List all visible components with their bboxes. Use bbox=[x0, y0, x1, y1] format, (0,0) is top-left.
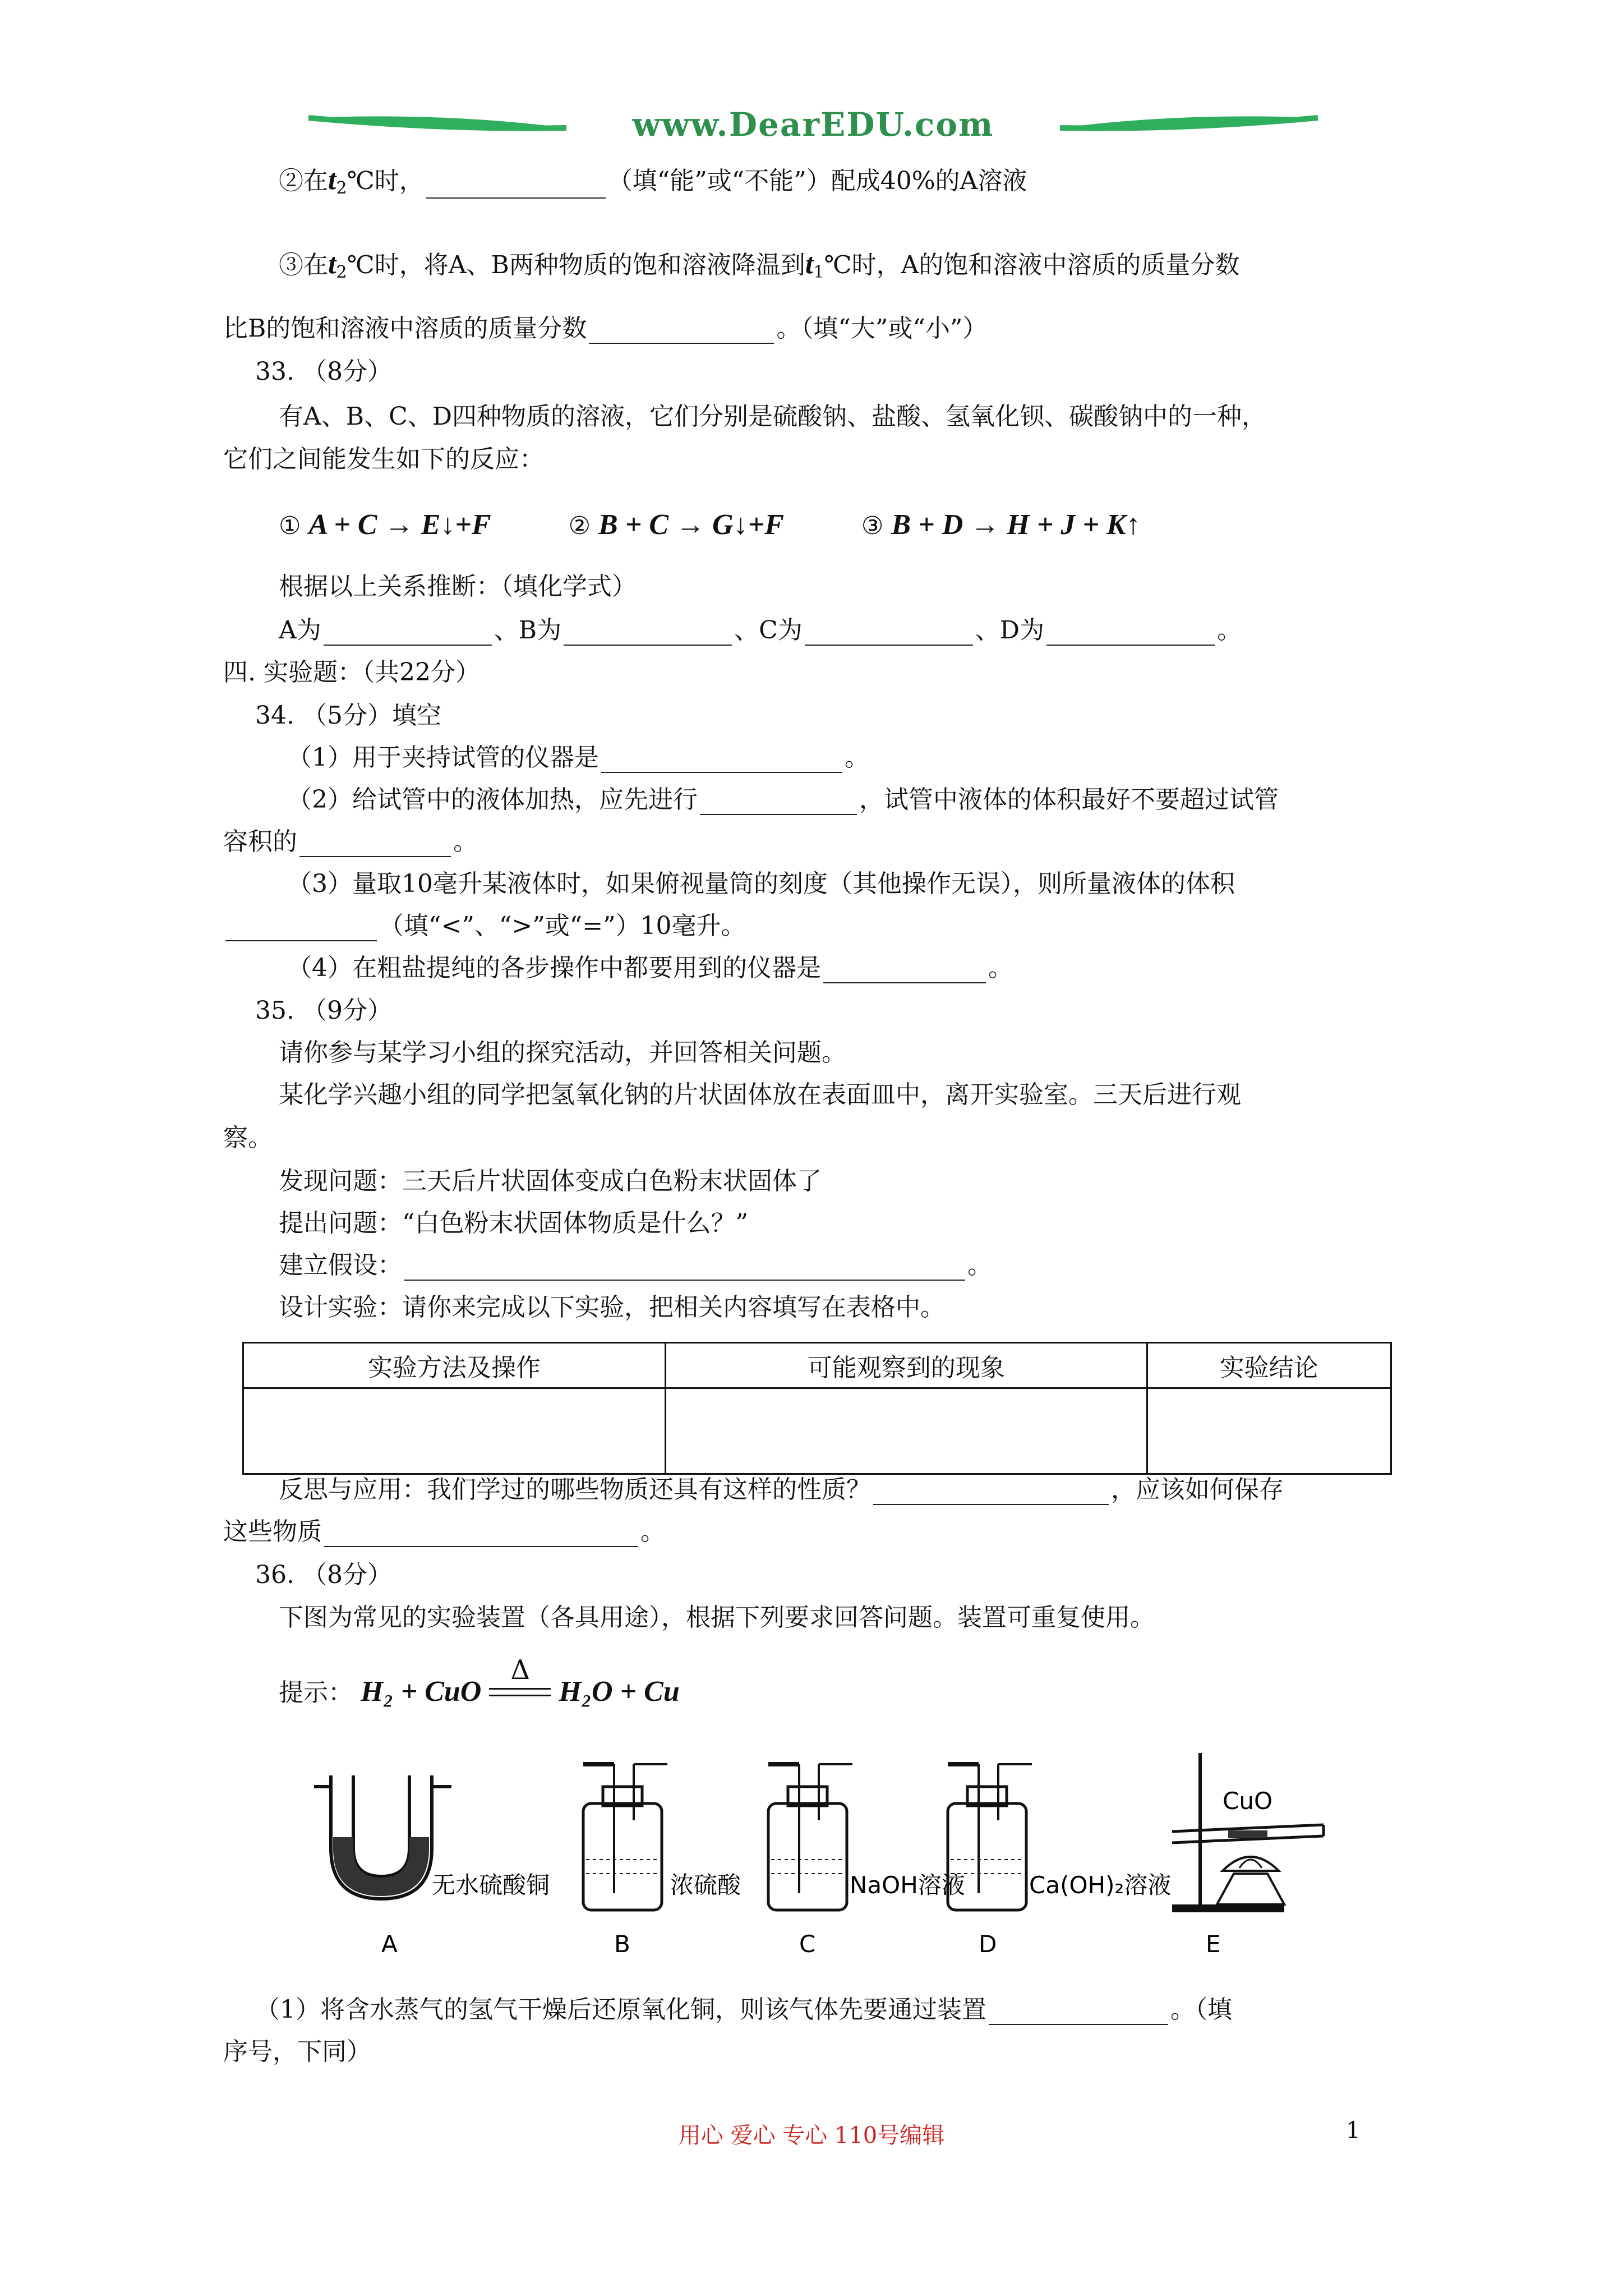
q34-s2-blank2[interactable] bbox=[299, 834, 451, 857]
q35-story2: 察。 bbox=[223, 1124, 273, 1152]
q34-s4-pre: （4）在粗盐提纯的各步操作中都要用到的仪器是 bbox=[287, 954, 821, 982]
q33-text1: 有A、B、C、D四种物质的溶液，它们分别是硫酸钠、盐酸、氢氧化钡、碳酸钠中的一种， bbox=[279, 402, 1267, 431]
q35-hypo-blank[interactable] bbox=[404, 1257, 965, 1281]
q34-s4-post: 。 bbox=[988, 954, 1013, 982]
experiment-table bbox=[242, 1342, 1392, 1475]
q34-s4 bbox=[287, 954, 1013, 983]
q34-s3: （3）量取10毫升某液体时，如果俯视量筒的刻度（其他操作无误），则所量液体的体积 bbox=[287, 869, 1235, 898]
reaction2-equation: B + C → G↓+F bbox=[598, 509, 784, 541]
q33-heading: 33. （8分） bbox=[255, 357, 392, 386]
apparatus-diagram bbox=[314, 1753, 1408, 1961]
q35-hypo-pre: 建立假设： bbox=[279, 1251, 402, 1280]
label-naoh-solution: NaOH溶液 bbox=[850, 1871, 965, 1899]
t1-subscript: 1 bbox=[813, 263, 824, 282]
label-anhydrous-copper-sulfate: 无水硫酸铜 bbox=[432, 1871, 550, 1899]
q34-s2-mid: ，试管中液体的体积最好不要超过试管 bbox=[859, 785, 1279, 814]
apparatus-c-bottle bbox=[768, 1764, 852, 1910]
q32-item2-post: （填“能”或“不能”）配成40%的A溶液 bbox=[607, 167, 1027, 195]
q32-item3-line2-pre: 比B的饱和溶液中溶质的质量分数 bbox=[223, 314, 587, 343]
q33-text2: 它们之间能发生如下的反应： bbox=[223, 445, 544, 473]
hint-label: 提示： bbox=[279, 1678, 353, 1707]
answer-end: 。 bbox=[1217, 616, 1242, 645]
answer-a-label: A为 bbox=[279, 616, 321, 645]
page-footer: 用心 爱心 专心 110号编辑 bbox=[678, 2123, 945, 2148]
section4-title: 四. 实验题：（共22分） bbox=[223, 658, 480, 687]
q34-s1 bbox=[287, 743, 869, 773]
q35-intro: 请你参与某学习小组的探究活动，并回答相关问题。 bbox=[279, 1038, 846, 1067]
t2-symbol: t bbox=[328, 248, 336, 280]
q33-answers bbox=[279, 616, 1242, 646]
q35-reflect-line2-pre: 这些物质 bbox=[223, 1517, 322, 1546]
site-header-banner bbox=[303, 101, 1324, 151]
q36-intro: 下图为常见的实验装置（各具用途），根据下列要求回答问题。装置可重复使用。 bbox=[279, 1603, 1155, 1632]
q33-reactions bbox=[279, 508, 1141, 542]
q34-heading: 34. （5分）填空 bbox=[255, 701, 441, 730]
q35-reflect-mid: ，应该如何保存 bbox=[1111, 1475, 1284, 1504]
answer-c-label: 、C为 bbox=[734, 616, 803, 645]
q36-s1-blank[interactable] bbox=[989, 2001, 1168, 2025]
q32-item3 bbox=[279, 247, 1239, 283]
q35-story1: 某化学兴趣小组的同学把氢氧化钠的片状固体放在表面皿中，离开实验室。三天后进行观 bbox=[279, 1080, 1241, 1109]
table-row bbox=[243, 1388, 1391, 1474]
q34-s3-line2-post: （填“<”、“>”或“=”）10毫升。 bbox=[379, 912, 746, 940]
site-url: www.DearEDU.com bbox=[632, 105, 994, 144]
answer-b-label: 、B为 bbox=[494, 616, 562, 645]
label-d: D bbox=[979, 1930, 997, 1958]
delta-symbol: Δ bbox=[510, 1654, 531, 1686]
q34-s2-pre: （2）给试管中的液体加热，应先进行 bbox=[287, 785, 698, 814]
answer-c-blank[interactable] bbox=[805, 622, 973, 646]
apparatus-a-u-tube bbox=[314, 1775, 451, 1899]
q35-hypo-post: 。 bbox=[967, 1251, 992, 1280]
page-number: 1 bbox=[1346, 2118, 1361, 2143]
table-cell-method[interactable] bbox=[243, 1388, 666, 1474]
q34-s2-line2 bbox=[223, 827, 478, 857]
table-header-conclusion: 实验结论 bbox=[1147, 1343, 1391, 1388]
q32-item3-post: ℃时，A的饱和溶液中溶质的质量分数 bbox=[824, 251, 1240, 279]
table-header-method: 实验方法及操作 bbox=[243, 1343, 666, 1388]
reaction3-equation: B + D → H + J + K↑ bbox=[891, 509, 1141, 541]
q35-hypothesis bbox=[279, 1251, 992, 1281]
q35-reflect-pre: 反思与应用：我们学过的哪些物质还具有这样的性质？ bbox=[279, 1475, 871, 1504]
table-cell-phenomenon[interactable] bbox=[665, 1388, 1147, 1474]
q35-heading: 35. （9分） bbox=[255, 996, 392, 1025]
answer-d-label: 、D为 bbox=[975, 616, 1045, 645]
hint-reactants: H₂ + CuO bbox=[361, 1676, 482, 1708]
t2-subscript: 2 bbox=[336, 263, 347, 282]
reaction1-equation: A + C → E↓+F bbox=[308, 509, 491, 541]
q36-s1-line2: 序号，下同） bbox=[223, 2037, 371, 2066]
answer-a-blank[interactable] bbox=[324, 622, 492, 646]
reaction1-number: ① bbox=[279, 512, 301, 540]
q34-s2-line2-pre: 容积的 bbox=[223, 827, 297, 856]
q35-reflect-line2-post: 。 bbox=[640, 1517, 665, 1546]
reaction3-number: ③ bbox=[861, 512, 884, 540]
label-c: C bbox=[799, 1930, 816, 1958]
label-e: E bbox=[1206, 1930, 1221, 1958]
q35-question: 提出问题：“白色粉末状固体物质是什么？” bbox=[279, 1209, 748, 1237]
q36-s1-pre: （1）将含水蒸气的氢气干燥后还原氧化铜，则该气体先要通过装置 bbox=[255, 1995, 986, 2024]
apparatus-b-bottle bbox=[583, 1764, 667, 1910]
q32-item3-mid: ℃时，将A、B两种物质的饱和溶液降温到 bbox=[347, 251, 805, 279]
reaction2-number: ② bbox=[568, 512, 591, 540]
q35-reflect bbox=[279, 1475, 1284, 1505]
q34-s1-pre: （1）用于夹持试管的仪器是 bbox=[287, 743, 599, 772]
answer-b-blank[interactable] bbox=[564, 622, 732, 646]
q36-hint bbox=[279, 1654, 680, 1709]
q32-item2-blank[interactable] bbox=[426, 175, 606, 199]
q34-s1-post: 。 bbox=[845, 743, 869, 772]
label-cuo: CuO bbox=[1223, 1787, 1273, 1815]
q35-discover: 发现问题：三天后片状固体变成白色粉末状固体了 bbox=[279, 1167, 822, 1195]
answer-d-blank[interactable] bbox=[1046, 622, 1215, 646]
q32-item2-mid: ℃时， bbox=[347, 167, 424, 195]
reaction-arrow bbox=[489, 1654, 551, 1706]
apparatus-e-heating bbox=[1172, 1753, 1324, 1912]
label-a: A bbox=[381, 1930, 398, 1958]
hint-products: H₂O + Cu bbox=[559, 1676, 680, 1708]
q34-s3-line2 bbox=[223, 912, 746, 941]
q32-item3-pre: ③在 bbox=[279, 251, 328, 279]
q35-reflect-blank1[interactable] bbox=[873, 1481, 1109, 1505]
q34-s3-blank[interactable] bbox=[225, 918, 377, 941]
t2-symbol: t bbox=[328, 164, 336, 196]
t2-subscript: 2 bbox=[336, 178, 347, 198]
q35-reflect-line2 bbox=[223, 1517, 665, 1547]
q36-heading: 36. （8分） bbox=[255, 1561, 392, 1589]
q33-infer: 根据以上关系推断：（填化学式） bbox=[279, 572, 637, 601]
q36-s1-post: 。（填 bbox=[1170, 1995, 1232, 2024]
q32-item2-pre: ②在 bbox=[279, 167, 328, 195]
q34-s1-blank[interactable] bbox=[601, 749, 842, 773]
label-caoh2-solution: Ca(OH)₂溶液 bbox=[1029, 1871, 1172, 1899]
q35-reflect-blank2[interactable] bbox=[324, 1524, 638, 1547]
label-b: B bbox=[614, 1930, 630, 1958]
q32-item3-blank[interactable] bbox=[589, 320, 774, 344]
q34-s4-blank[interactable] bbox=[823, 960, 986, 983]
q32-item2 bbox=[279, 163, 1027, 199]
label-conc-sulfuric-acid: 浓硫酸 bbox=[670, 1871, 741, 1899]
q36-s1 bbox=[255, 1995, 1232, 2025]
q34-s2-line2-post: 。 bbox=[453, 827, 478, 856]
q34-s2 bbox=[287, 785, 1279, 815]
q32-item3-line2 bbox=[223, 314, 987, 344]
table-cell-conclusion[interactable] bbox=[1147, 1388, 1391, 1474]
t1-symbol: t bbox=[805, 248, 814, 280]
q34-s2-blank1[interactable] bbox=[700, 792, 857, 815]
q35-design: 设计实验：请你来完成以下实验，把相关内容填写在表格中。 bbox=[279, 1293, 945, 1322]
table-header-phenomenon: 可能观察到的现象 bbox=[665, 1343, 1147, 1388]
table-header-row bbox=[243, 1343, 1391, 1388]
q32-item3-line2-post: 。（填“大”或“小”） bbox=[776, 314, 988, 343]
